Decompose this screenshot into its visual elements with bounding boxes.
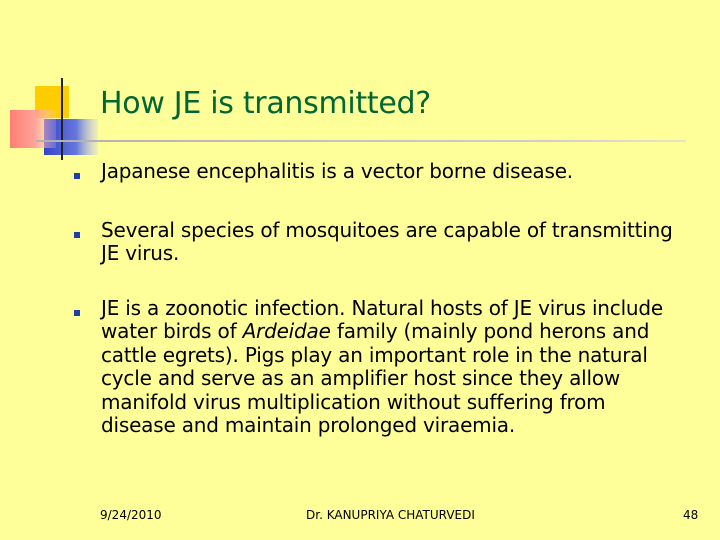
footer-page-number: 48: [683, 508, 699, 522]
bullet-text-3-end: family (mainly pond herons and cattle egrets). Pigs play an important role in the natural cycle and serve as an amplifier host since they allow manifold virus multiplication without suffering from disease and maintain prolonged viraemia.: [101, 319, 650, 438]
red-square: [10, 110, 56, 148]
title-divider: [36, 140, 686, 142]
footer-author: Dr. KANUPRIYA CHATURVEDI: [306, 508, 475, 522]
bullet-text-3-start: JE is a zoonotic infection. Natural hosts of JE virus include water birds of: [101, 296, 664, 344]
bullet-marker-icon: [74, 173, 80, 179]
footer-date: 9/24/2010: [100, 508, 162, 522]
slide-title: How JE is transmitted?: [100, 86, 431, 121]
bullet-text-1: Japanese encephalitis is a vector borne disease.: [101, 159, 573, 183]
bullet-text-2: Several species of mosquitoes are capable of transmitting JE virus.: [101, 218, 673, 266]
bullet-text-3: [101, 297, 681, 437]
bullet-marker-icon: [74, 310, 80, 316]
bullet-text-3-italic-term: Ardeidae: [242, 319, 331, 344]
bullet-marker-icon: [74, 232, 80, 238]
decorative-squares-logo: [0, 0, 110, 170]
